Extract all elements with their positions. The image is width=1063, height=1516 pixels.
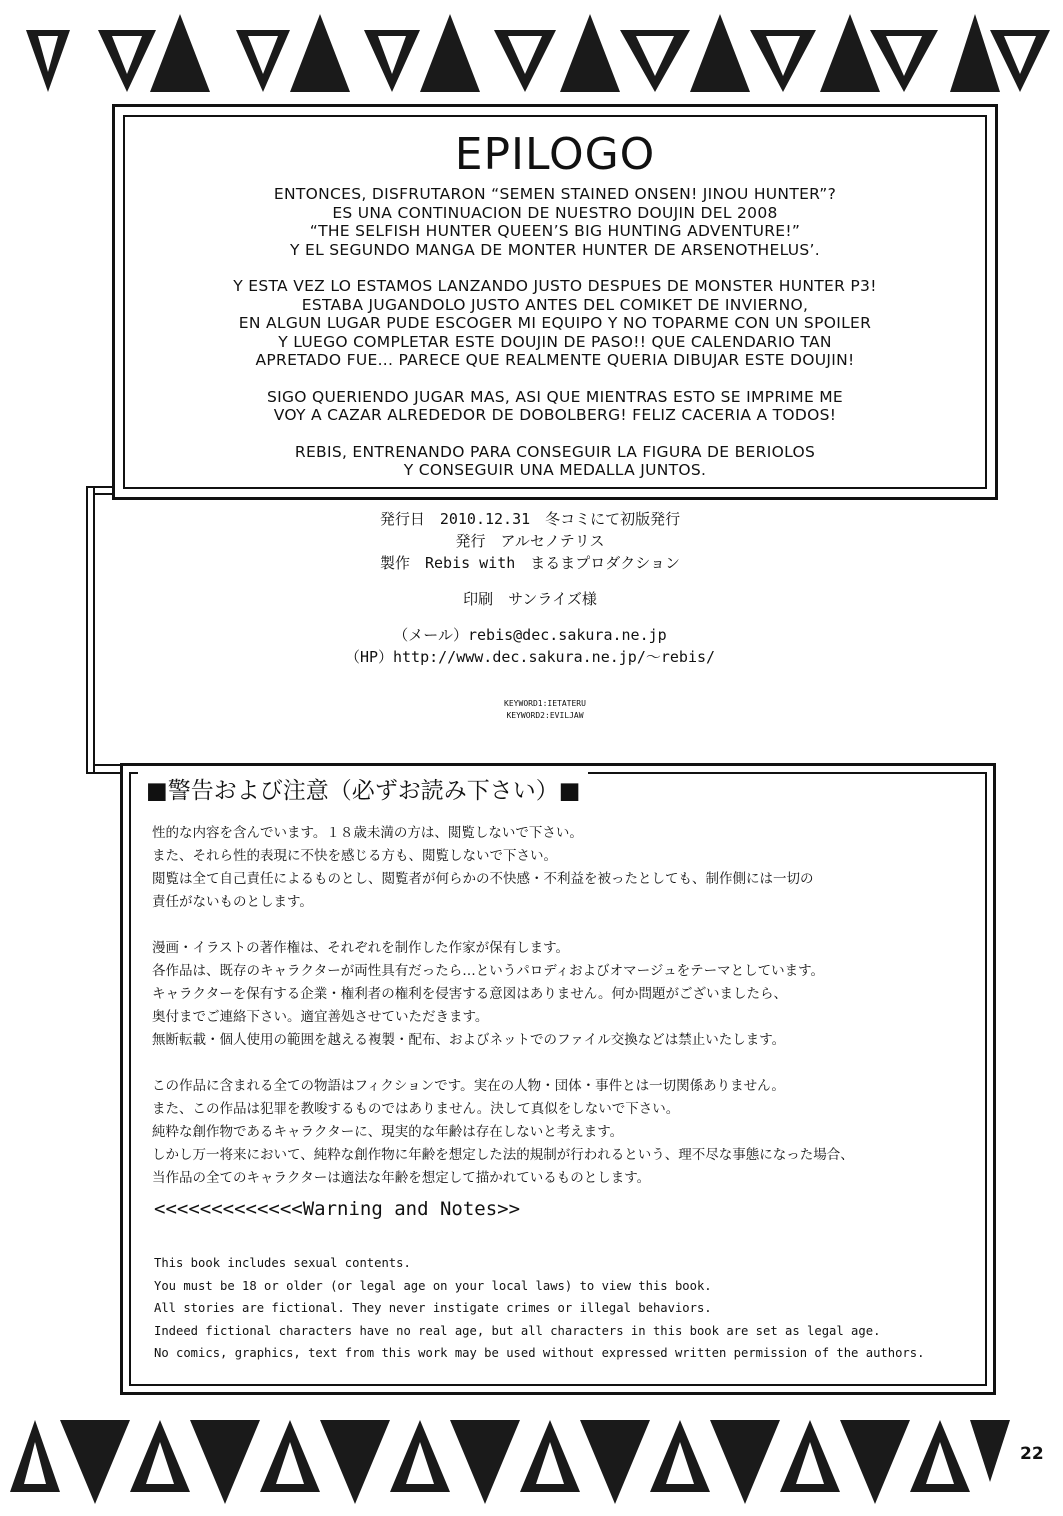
epilogue-line: VOY A CAZAR ALREDEDOR DE DOBOLBERG! FELIZ CACERIA A TODOS! <box>273 406 837 424</box>
epilogue-paragraph <box>135 185 975 259</box>
printer-line: 印刷 サンライズ様 <box>463 590 597 608</box>
warning-line: 責任がないものとします。 <box>152 894 313 910</box>
warning-line: キャラクターを保有する企業・権利者の権利を侵害する意図はありません。何か問題がございましたら、 <box>152 986 788 1002</box>
epilogue-line: Y EL SEGUNDO MANGA DE MONTER HUNTER DE ARSENOTHELUS’. <box>289 240 821 259</box>
epilogue-line: ENTONCES, DISFRUTARON “SEMEN STAINED ONSEN! JINOU HUNTER”? <box>273 185 837 203</box>
frame-connector-line <box>93 486 95 774</box>
warning-english-text <box>154 1252 924 1365</box>
epilogue-line: EN ALGUN LUGAR PUDE ESCOGER MI EQUIPO Y NO TOPARME CON UN SPOILER <box>238 314 872 332</box>
warning-line: 閲覧は全て自己責任によるものとし、閲覧者が何らかの不快感・不利益を被ったとしても、制作側には一切の <box>152 871 814 887</box>
warning-english-title: <<<<<<<<<<<<<Warning and Notes>> <box>154 1198 521 1220</box>
warning-paragraph <box>152 1075 972 1190</box>
warning-english-line: All stories are fictional. They never instigate crimes or illegal behaviors. <box>154 1301 712 1315</box>
bottom-zigzag-border <box>0 1412 1063 1516</box>
warning-line: 無断転載・個人使用の範囲を越える複製・配布、およびネットでのファイル交換などは禁止いたします。 <box>152 1032 786 1048</box>
warning-paragraph <box>152 822 972 914</box>
publish-date-line: 発行日 2010.12.31 冬コミにて初版発行 <box>379 510 681 528</box>
warning-line: また、この作品は犯罪を教唆するものではありません。決して真似をしないで下さい。 <box>152 1101 680 1117</box>
frame-connector-line <box>86 486 88 774</box>
publisher-line: 発行 アルセノテリス <box>455 532 605 550</box>
warning-paragraph <box>152 937 972 1052</box>
email-line: （メール）rebis@dec.sakura.ne.jp <box>393 626 667 644</box>
epilogue-line: APRETADO FUE... PARECE QUE REALMENTE QUERIA DIBUJAR ESTE DOUJIN! <box>255 351 855 369</box>
warning-english-line: This book includes sexual contents. <box>154 1256 411 1270</box>
frame-connector-line <box>93 493 113 495</box>
epilogue-line: Y CONSEGUIR UNA MEDALLA JUNTOS. <box>403 461 707 479</box>
warning-line: また、それら性的表現に不快を感じる方も、閲覧しないで下さい。 <box>152 848 557 864</box>
warning-heading: ■警告および注意（必ずお読み下さい）■ <box>138 772 588 805</box>
epilogue-title: EPILOGO <box>454 129 656 180</box>
production-line: 製作 Rebis with まるまプロダクション <box>379 554 680 572</box>
warning-english-line: Indeed fictional characters have no real age, but all characters in this book are set as legal age. <box>154 1323 881 1338</box>
warning-line: 漫画・イラストの著作権は、それぞれを制作した作家が保有します。 <box>152 940 570 956</box>
epilogue-line: “THE SELFISH HUNTER QUEEN’S BIG HUNTING ADVENTURE!” <box>309 222 801 240</box>
epilogue-line: SIGO QUERIENDO JUGAR MAS, ASI QUE MIENTRAS ESTO SE IMPRIME ME <box>266 387 844 406</box>
keywords <box>470 698 620 722</box>
epilogue-line: REBIS, ENTRENANDO PARA CONSEGUIR LA FIGURA DE BERIOLOS <box>294 442 816 461</box>
colophon <box>300 508 760 668</box>
warning-line: 当作品の全てのキャラクターは適法な年齢を想定して描かれているものとします。 <box>152 1170 651 1186</box>
epilogue-paragraph <box>135 277 975 370</box>
warning-line: 奥付までご連絡下さい。適宜善処させていただきます。 <box>152 1009 489 1025</box>
warning-japanese-text <box>152 822 972 1213</box>
epilogue-line: ESTABA JUGANDOLO JUSTO ANTES DEL COMIKET DE INVIERNO, <box>301 295 809 314</box>
epilogue-line: ES UNA CONTINUACION DE NUESTRO DOUJIN DEL 2008 <box>332 203 778 222</box>
frame-connector-line <box>86 486 114 488</box>
warning-line: 各作品は、既存のキャラクターが両性具有だったら…というパロディおよびオマージュをテーマとしています。 <box>152 963 825 979</box>
warning-english-line: You must be 18 or older (or legal age on your local laws) to view this book. <box>154 1278 712 1293</box>
homepage-line: （HP）http://www.dec.sakura.ne.jp/～rebis/ <box>344 648 716 666</box>
epilogue-box <box>112 104 998 500</box>
epilogue-line: Y LUEGO COMPLETAR ESTE DOUJIN DE PASO!! QUE CALENDARIO TAN <box>278 332 832 351</box>
epilogue-paragraph <box>135 443 975 480</box>
frame-connector-line <box>86 772 122 774</box>
frame-connector-line <box>93 764 123 766</box>
epilogue-text <box>135 185 975 498</box>
epilogue-line: Y ESTA VEZ LO ESTAMOS LANZANDO JUSTO DESPUES DE MONSTER HUNTER P3! <box>233 277 877 295</box>
warning-line: 純粋な創作物であるキャラクターに、現実的な年齢は存在しないと考えます。 <box>152 1124 624 1140</box>
keyword-2: KEYWORD2:EVILJAW <box>506 711 584 720</box>
epilogue-paragraph <box>135 388 975 425</box>
zigzag-pattern-top <box>0 0 1063 100</box>
page-number: 22 <box>1020 1444 1044 1464</box>
keyword-1: KEYWORD1:IETATERU <box>504 699 586 708</box>
warning-line: この作品に含まれる全ての物語はフィクションです。実在の人物・団体・事件とは一切関係ありません。 <box>152 1078 785 1094</box>
zigzag-pattern-bottom <box>0 1412 1063 1516</box>
top-zigzag-border <box>0 0 1063 100</box>
warning-line: 性的な内容を含んでいます。１８歳未満の方は、閲覧しないで下さい。 <box>152 825 583 841</box>
warning-english-line: No comics, graphics, text from this work may be used without expressed written permission of the authors. <box>154 1346 925 1360</box>
warning-line: しかし万一将来において、純粋な創作物に年齢を想定した法的規制が行われるという、理不尽な事態になった場合、 <box>152 1147 854 1163</box>
